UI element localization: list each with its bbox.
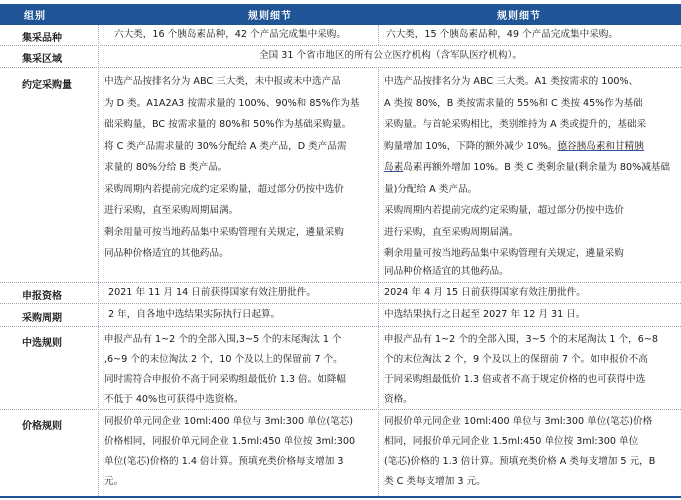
table-bottom-rule xyxy=(0,496,681,498)
row-label-selection: 中选规则 xyxy=(22,338,62,349)
row-label-period: 采购周期 xyxy=(22,313,62,324)
selection-left-line: 申报产品有 1~2 个的全部入围,3~5 个的末尾淘汰 1 个 xyxy=(104,334,342,345)
volume-left-line: 将 C 类产品需求量的 30%分配给 A 类产品，D 类产品需 xyxy=(104,141,347,152)
selection-left-line: ,6~9 个的末位淘汰 2 个，10 个及以上的保留前 7 个。 xyxy=(104,354,343,365)
volume-right-line: 进行采购，直至采购周期届满。 xyxy=(384,227,519,238)
volume-left-line: 中选产品按排名分为 ABC 三大类，未中报或未中选产品 xyxy=(104,76,341,87)
volume-right-text: 购量增加 10%，下降的额外减少 10%。 xyxy=(384,141,558,152)
volume-left-line: 进行采购，直至采购周期届满。 xyxy=(104,205,239,216)
volume-right-line xyxy=(384,159,670,178)
row-label-price: 价格规则 xyxy=(22,421,62,432)
price-right-line: 同报价单元同企业 10ml:400 单位与 3ml:300 单位(笔芯)价格 xyxy=(384,416,653,427)
volume-right-line: 剩余用量可按当地药品集中采购管理有关规定，遴量采购 xyxy=(384,248,624,259)
selection-right-line: 资格。 xyxy=(384,394,413,405)
row-divider xyxy=(0,45,681,46)
row-label-qualification: 申报资格 xyxy=(22,291,62,302)
volume-right-line: 采购量。与首轮采购相比，类别维持为 A 类或提升的，基础采 xyxy=(384,119,647,130)
row-divider xyxy=(0,67,681,68)
volume-right-line: 同品种价格适宜的其他药品。 xyxy=(384,266,509,277)
highlighted-insulin-names: 德谷胰岛素和甘精胰 xyxy=(557,141,644,152)
price-left-line: 元。 xyxy=(104,476,124,487)
region-text: 全国 31 个省市地区的所有公立医疗机构（含军队医疗机构）。 xyxy=(259,50,522,61)
header-detail-left: 规则细节 xyxy=(248,11,292,22)
volume-right-line: A 类按 80%，B 类按需求量的 55%和 C 类按 45%作为基础 xyxy=(384,98,643,109)
selection-right-line: 于同采购组最低价 1.3 倍或者不高于规定价格的也可获得中选 xyxy=(384,374,646,385)
column-divider xyxy=(378,25,379,45)
header-detail-right: 规则细节 xyxy=(497,11,541,22)
volume-right-line: 采购周期内若提前完成约定采购量，超过部分仍按中选价 xyxy=(384,205,624,216)
period-right: 中选结果执行之日起至 2027 年 12 月 31 日。 xyxy=(384,309,586,320)
qualification-right: 2024 年 4 月 15 日前获得国家有效注册批件。 xyxy=(384,287,586,298)
price-right-line: 类 C 类每支增加 3 元。 xyxy=(384,476,486,487)
volume-right-line xyxy=(384,138,644,157)
volume-right-line: 量)分配给 A 类产品。 xyxy=(384,184,478,195)
scope-left: 六大类，16 个胰岛素品种，42 个产品完成集中采购。 xyxy=(114,29,346,40)
selection-left-line: 不低于 40%也可获得中选资格。 xyxy=(104,394,244,405)
row-divider xyxy=(0,409,681,410)
row-label-volume: 约定采购量 xyxy=(22,80,72,91)
price-right-line: (笔芯)价格的 1.3 倍计算。预填充类价格 A 类每支增加 5 元，B xyxy=(384,456,656,467)
price-right-line: 相同，同报价单元同企业 1.5ml:450 单位按 3ml:300 单位 xyxy=(384,436,639,447)
column-divider xyxy=(378,67,379,496)
table-header xyxy=(0,4,681,25)
highlighted-insulin-tail: 岛素 xyxy=(384,162,404,173)
volume-right-line: 中选产品按排名分为 ABC 三大类。A1 类按需求的 100%、 xyxy=(384,76,639,87)
volume-right-text: 岛素再额外增加 10%。B 类 C 类剩余量(剩余量为 80%减基础 xyxy=(403,162,670,173)
column-divider xyxy=(98,25,99,496)
row-divider xyxy=(0,326,681,327)
volume-left-line: 础采购量，BC 按需求量的 80%和 50%作为基础采购量。 xyxy=(104,119,352,130)
volume-left-line: 采购周期内若提前完成约定采购量，超过部分仍按中选价 xyxy=(104,184,344,195)
selection-left-line: 同时需符合申报价不高于同采购组最低价 1.3 倍。如降幅 xyxy=(104,374,347,385)
selection-right-line: 个的末位淘汰 2 个，9 个及以上的保留前 7 个。如申报价不高 xyxy=(384,354,648,365)
row-divider xyxy=(0,303,681,304)
volume-left-line: 求量的 80%分给 B 类产品。 xyxy=(104,162,228,173)
row-divider xyxy=(0,282,681,283)
volume-left-line: 同品种价格适宜的其他药品。 xyxy=(104,248,229,259)
row-label-scope: 集采品种 xyxy=(22,33,62,44)
header-group: 组别 xyxy=(24,11,46,22)
scope-right: 六大类，15 个胰岛素品种，49 个产品完成集中采购。 xyxy=(386,29,618,40)
price-left-line: 价格相同，同报价单元同企业 1.5ml:450 单位按 3ml:300 xyxy=(104,436,356,447)
volume-left-line: 为 D 类。A1A2A3 按需求量的 100%、90%和 85%作为基 xyxy=(104,98,360,109)
price-left-line: 同报价单元同企业 10ml:400 单位与 3ml:300 单位(笔芯) xyxy=(104,416,354,427)
qualification-left: 2021 年 11 月 14 日前获得国家有效注册批件。 xyxy=(108,287,316,298)
volume-left-line: 剩余用量可按当地药品集中采购管理有关规定，遴量采购 xyxy=(104,227,344,238)
row-label-region: 集采区域 xyxy=(22,54,62,65)
period-left: 2 年，自各地中选结果实际执行日起算。 xyxy=(108,309,281,320)
selection-right-line: 申报产品有 1~2 个的全部入围，3~5 个的末尾淘汰 1 个，6~8 xyxy=(384,334,658,345)
price-left-line: 单位(笔芯)价格的 1.4 倍计算。预填充类价格每支增加 3 xyxy=(104,456,344,467)
